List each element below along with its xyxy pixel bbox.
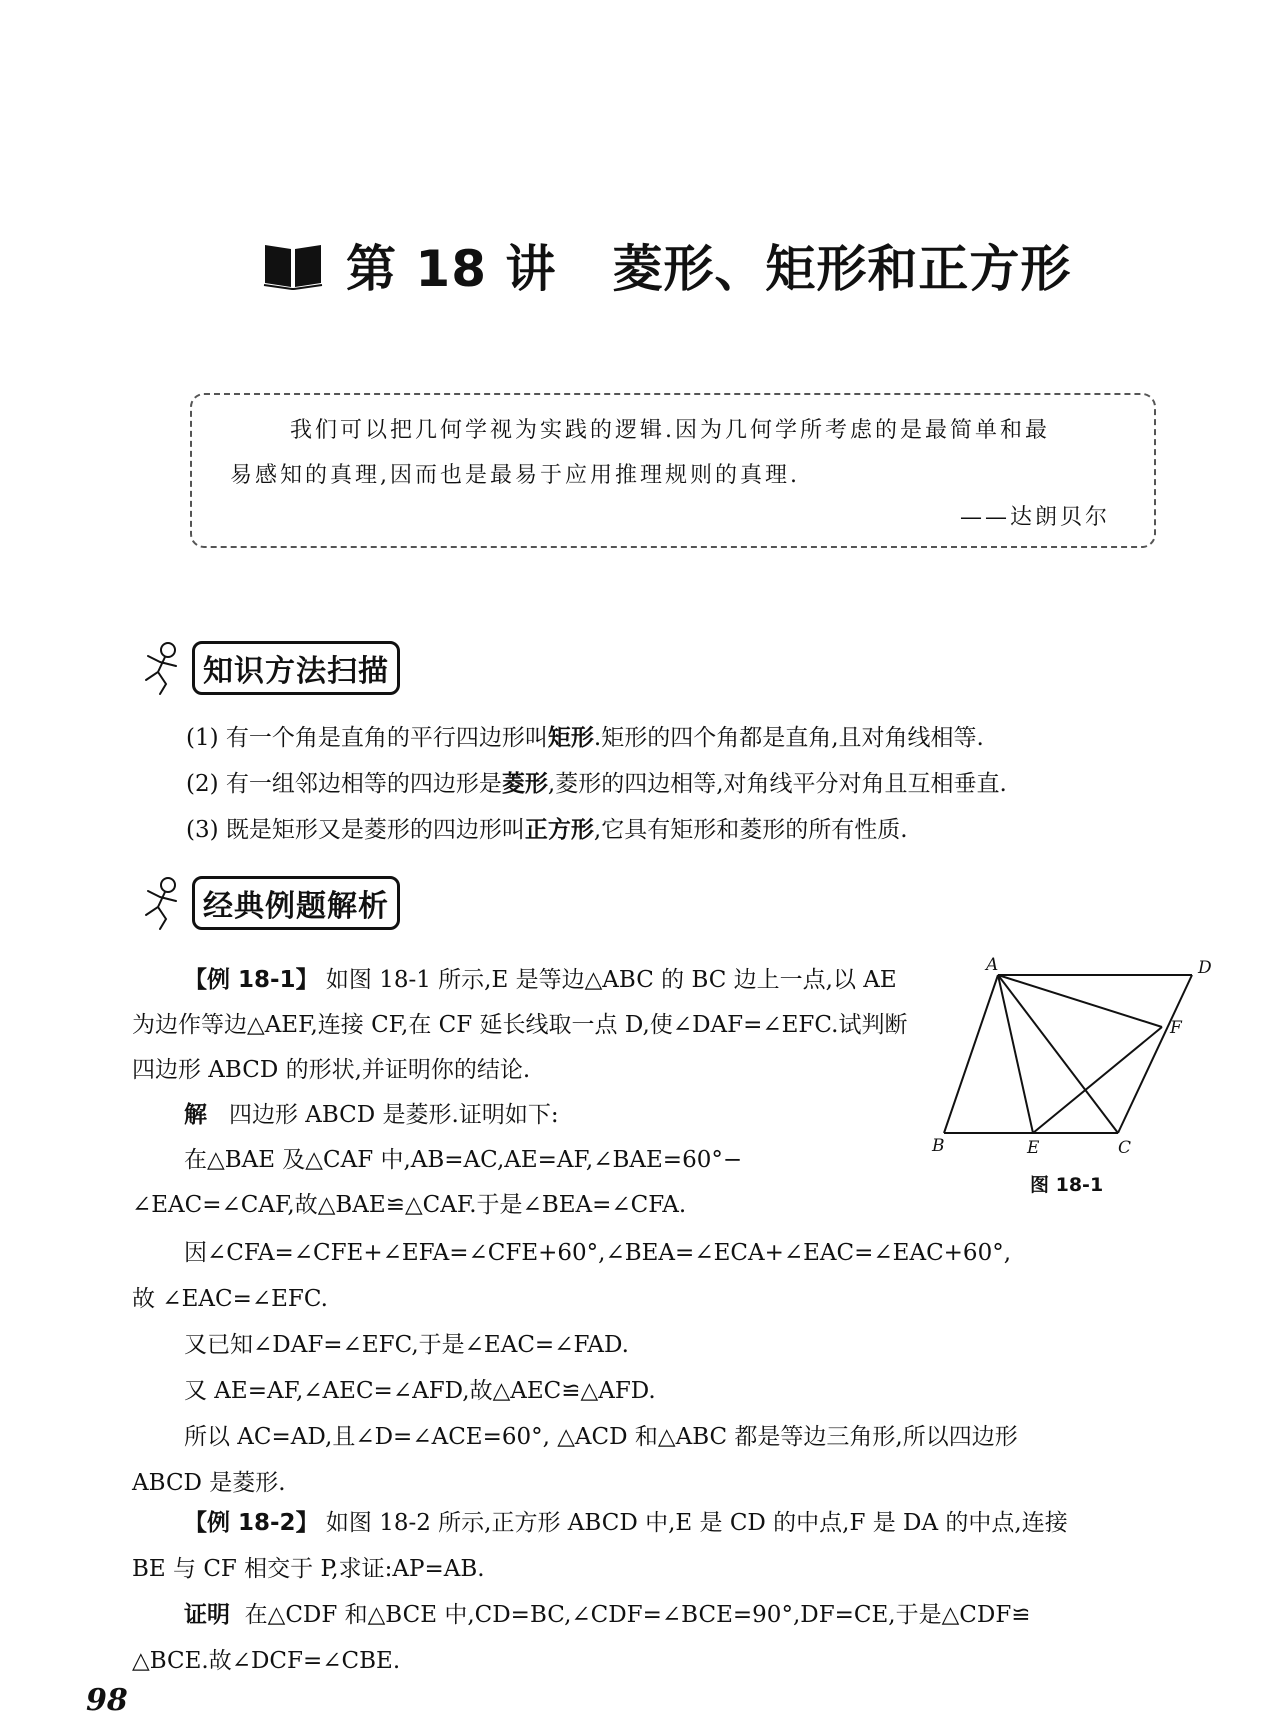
knowledge-list [132, 715, 1212, 853]
example-1-line: 在△BAE 及△CAF 中,AB=AC,AE=AF,∠BAE=60°− [184, 1147, 743, 1173]
section-examples-label: 经典例题解析 [192, 876, 400, 930]
lecture-title [262, 230, 1071, 300]
figure-18-1 [930, 955, 1230, 1165]
example-2-proof-cont: △BCE.故∠DCF=∠CBE. [132, 1648, 401, 1674]
section-knowledge-header [138, 640, 400, 696]
example-2-proof: 证明 在△CDF 和△BCE 中,CD=BC,∠CDF=∠BCE=90°,DF=CE,于是△CDF≌ [184, 1602, 1031, 1628]
point-E-label: E [1027, 1138, 1040, 1158]
proof-line: ABCD 是菱形. [132, 1470, 286, 1496]
example-1-proof [132, 1230, 1212, 1506]
segment-AF [998, 975, 1162, 1027]
example-1-line: ∠EAC=∠CAF,故△BAE≌△CAF.于是∠BEA=∠CFA. [132, 1192, 687, 1218]
proof-line: 又已知∠DAF=∠EFC,于是∠EAC=∠FAD. [184, 1332, 629, 1358]
point-B-label: B [932, 1136, 945, 1156]
quote-line-2: 易感知的真理,因而也是最易于应用推理规则的真理. [230, 463, 800, 488]
example-1-problem: 【例 18-1】 如图 18-1 所示,E 是等边△ABC 的 BC 边上一点,以 AE 为边作等边△AEF,连接 CF,在 CF 延长线取一点 D,使∠DAF=∠EFC.试判断四边形 ABCD 的形状,并证明你的结论. [132, 967, 908, 1083]
proof-line: 故 ∠EAC=∠EFC. [132, 1286, 328, 1312]
point-F-label: F [1170, 1018, 1182, 1038]
example-2-problem-cont: BE 与 CF 相交于 P,求证:AP=AB. [132, 1556, 485, 1582]
quote-text [230, 408, 1130, 498]
list-item: (3) 既是矩形又是菱形的四边形叫正方形,它具有矩形和菱形的所有性质. [186, 817, 908, 843]
quote-author: ——达朗贝尔 [959, 505, 1110, 530]
proof-line: 所以 AC=AD,且∠D=∠ACE=60°, △ACD 和△ABC 都是等边三角形,所以四边形 [184, 1424, 1018, 1450]
lecture-topic: 菱形、矩形和正方形 [612, 240, 1072, 298]
quote-line-1: 我们可以把几何学视为实践的逻辑.因为几何学所考虑的是最简单和最 [290, 418, 1050, 443]
proof-line: 又 AE=AF,∠AEC=∠AFD,故△AEC≌△AFD. [184, 1378, 656, 1404]
running-figure-icon [138, 875, 184, 931]
book-icon [262, 239, 324, 291]
running-figure-icon [138, 640, 184, 696]
point-D-label: D [1198, 958, 1212, 978]
page-number: 98 [86, 1683, 128, 1718]
section-examples-header [138, 875, 400, 931]
segment-AB [944, 975, 998, 1133]
figure-caption: 图 18-1 [1030, 1174, 1104, 1196]
point-C-label: C [1118, 1138, 1132, 1158]
point-A-label: A [986, 955, 999, 975]
section-knowledge-label: 知识方法扫描 [192, 641, 400, 695]
example-18-1 [132, 958, 922, 1228]
lecture-number: 第 18 讲 [346, 240, 557, 298]
example-18-2 [132, 1500, 1212, 1684]
list-item: (1) 有一个角是直角的平行四边形叫矩形.矩形的四个角都是直角,且对角线相等. [186, 725, 984, 751]
list-item: (2) 有一组邻边相等的四边形是菱形,菱形的四边相等,对角线平分对角且互相垂直. [186, 771, 1007, 797]
proof-line: 因∠CFA=∠CFE+∠EFA=∠CFE+60°,∠BEA=∠ECA+∠EAC=∠EAC+60°, [184, 1240, 1012, 1266]
example-2-problem: 【例 18-2】 如图 18-2 所示,正方形 ABCD 中,E 是 CD 的中点,F 是 DA 的中点,连接 [184, 1510, 1068, 1536]
example-1-solution-intro: 解 四边形 ABCD 是菱形.证明如下: [184, 1102, 559, 1128]
